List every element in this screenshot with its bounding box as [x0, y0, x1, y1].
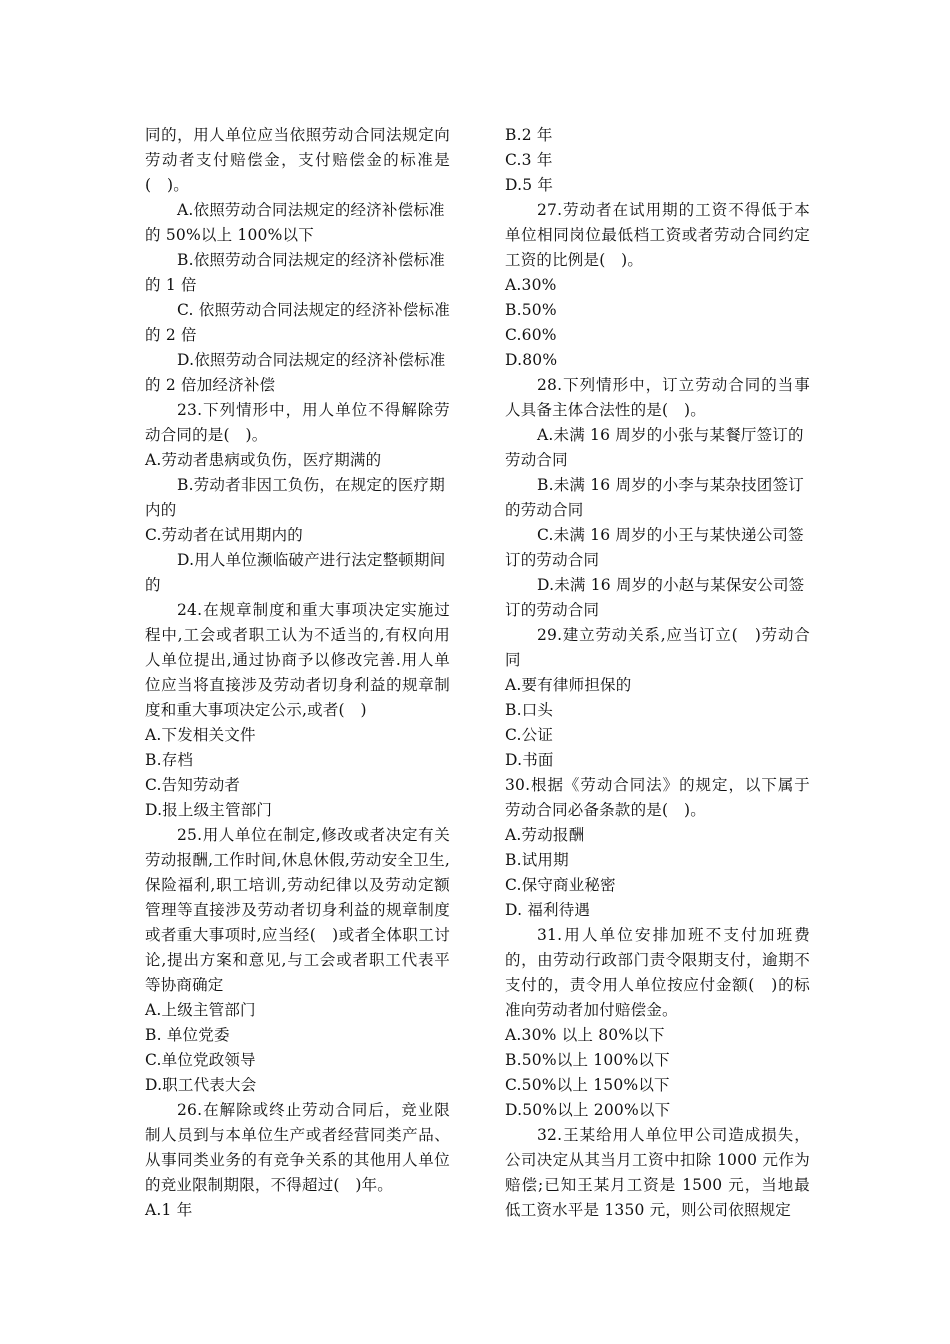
question-27-option-a: A.30% — [505, 276, 557, 294]
question-31-option-a: A.30% 以上 80%以下 — [505, 1026, 665, 1044]
question-25-option-d: D.职工代表大会 — [145, 1076, 257, 1094]
question-28-option-a: A.未满 16 周岁的小张与某餐厅签订的劳动合同 — [505, 426, 804, 469]
question-32: 32.王某给用人单位甲公司造成损失，公司决定从其当月工资中扣除 1000 元作为赔偿;已知王某月工资是 1500 元，当地最低工资水平是 1350 元，则公司依照规定 — [505, 1126, 810, 1219]
question-24-option-d: D.报上级主管部门 — [145, 801, 273, 819]
question-28-option-b: B.未满 16 周岁的小李与某杂技团签订的劳动合同 — [505, 476, 804, 519]
question-24: 24.在规章制度和重大事项决定实施过程中,工会或者职工认为不适当的,有权向用人单位提出,通过协商予以修改完善.用人单位应当将直接涉及劳动者切身利益的规章制度和重大事项决定公示,或者( ) — [145, 601, 450, 719]
question-23-option-d: D.用人单位濒临破产进行法定整顿期间的 — [145, 551, 446, 594]
question-31: 31.用人单位安排加班不支付加班费的，由劳动行政部门责令限期支付，逾期不支付的，责令用人单位按应付金额( )的标准向劳动者加付赔偿金。 — [505, 926, 810, 1019]
question-22-continued: 同的，用人单位应当依照劳动合同法规定向劳动者支付赔偿金，支付赔偿金的标准是( )。 — [145, 126, 450, 194]
question-27: 27.劳动者在试用期的工资不得低于本单位相同岗位最低档工资或者劳动合同约定工资的比例是( )。 — [505, 201, 810, 269]
question-24-option-a: A.下发相关文件 — [145, 726, 256, 744]
question-29-option-d: D.书面 — [505, 751, 554, 769]
question-31-option-b: B.50%以上 100%以下 — [505, 1051, 670, 1069]
question-26-option-d: D.5 年 — [505, 176, 554, 194]
question-22-option-d: D.依照劳动合同法规定的经济补偿标准的 2 倍加经济补偿 — [145, 351, 446, 394]
question-23-option-c: C.劳动者在试用期内的 — [145, 526, 303, 544]
question-30-option-b: B.试用期 — [505, 851, 569, 869]
question-30-option-a: A.劳动报酬 — [505, 826, 585, 844]
question-22-option-a: A.依照劳动合同法规定的经济补偿标准的 50%以上 100%以下 — [145, 201, 445, 244]
left-column — [145, 123, 450, 1223]
question-29-option-b: B.口头 — [505, 701, 554, 719]
question-22-option-c: C. 依照劳动合同法规定的经济补偿标准的 2 倍 — [145, 301, 450, 344]
question-25-option-a: A.上级主管部门 — [145, 1001, 256, 1019]
question-23-option-a: A.劳动者患病或负伤，医疗期满的 — [145, 451, 382, 469]
question-22-option-b: B.依照劳动合同法规定的经济补偿标准的 1 倍 — [145, 251, 445, 294]
question-31-option-c: C.50%以上 150%以下 — [505, 1076, 670, 1094]
question-27-option-d: D.80% — [505, 351, 558, 369]
question-26-option-c: C.3 年 — [505, 151, 553, 169]
question-27-option-b: B.50% — [505, 301, 557, 319]
question-29-option-c: C.公证 — [505, 726, 554, 744]
question-30-option-d: D. 福利待遇 — [505, 901, 591, 919]
question-29-option-a: A.要有律师担保的 — [505, 676, 632, 694]
question-28: 28.下列情形中，订立劳动合同的当事人具备主体合法性的是( )。 — [505, 376, 810, 419]
question-28-option-c: C.未满 16 周岁的小王与某快递公司签订的劳动合同 — [505, 526, 804, 569]
question-26: 26.在解除或终止劳动合同后，竞业限制人员到与本单位生产或者经营同类产品、从事同类业务的有竞争关系的其他用人单位的竞业限制期限，不得超过( )年。 — [145, 1101, 450, 1194]
question-28-option-d: D.未满 16 周岁的小赵与某保安公司签订的劳动合同 — [505, 576, 805, 619]
question-26-option-a: A.1 年 — [145, 1201, 193, 1219]
question-25-option-c: C.单位党政领导 — [145, 1051, 256, 1069]
question-30-option-c: C.保守商业秘密 — [505, 876, 616, 894]
question-27-option-c: C.60% — [505, 326, 557, 344]
question-25-option-b: B. 单位党委 — [145, 1026, 230, 1044]
right-column — [505, 123, 810, 1223]
question-24-option-b: B.存档 — [145, 751, 194, 769]
question-24-option-c: C.告知劳动者 — [145, 776, 241, 794]
question-30: 30.根据《劳动合同法》的规定，以下属于劳动合同必备条款的是( )。 — [505, 776, 810, 819]
question-31-option-d: D.50%以上 200%以下 — [505, 1101, 671, 1119]
question-25: 25.用人单位在制定,修改或者决定有关劳动报酬,工作时间,休息休假,劳动安全卫生,保险福利,职工培训,劳动纪律以及劳动定额管理等直接涉及劳动者切身利益的规章制度或者重大事项时,应当经( )或者全体职工讨论,提出方案和意见,与工会或者职工代表平等协商确定 — [145, 826, 450, 994]
question-23-option-b: B.劳动者非因工负伤，在规定的医疗期内的 — [145, 476, 445, 519]
question-29: 29.建立劳动关系,应当订立( )劳动合同 — [505, 626, 810, 669]
question-23: 23.下列情形中，用人单位不得解除劳动合同的是( )。 — [145, 401, 450, 444]
question-26-option-b: B.2 年 — [505, 126, 553, 144]
